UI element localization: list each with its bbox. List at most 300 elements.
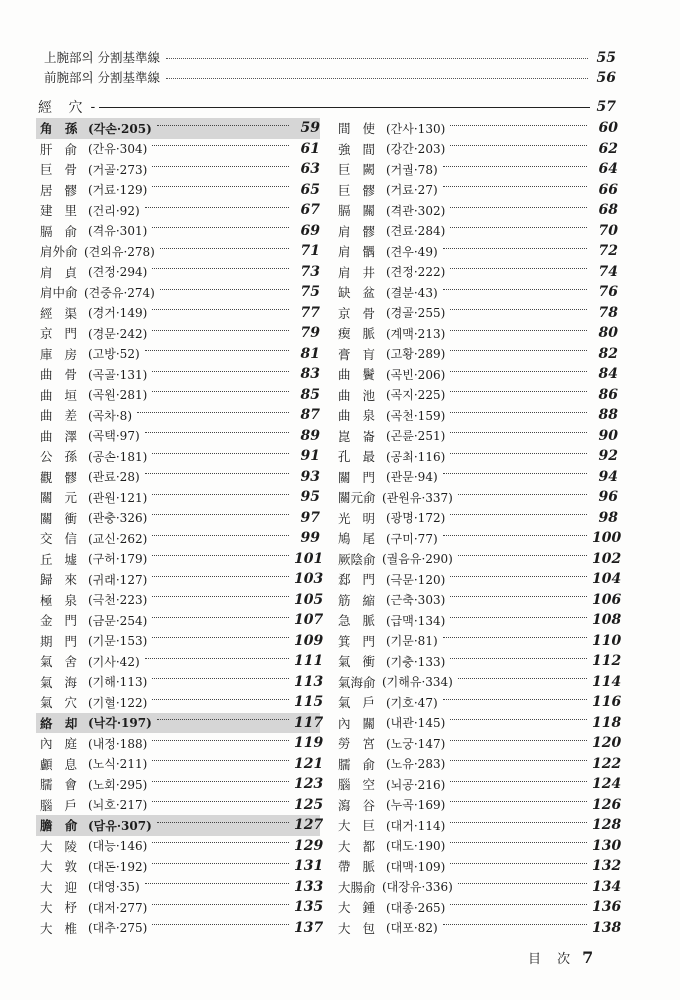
acupoint-reading: (간사·130) — [386, 121, 446, 136]
dot-leader — [450, 350, 587, 351]
dot-leader — [152, 453, 289, 454]
page-number: 55 — [596, 50, 616, 66]
acupoint-reading: (간유·304) — [88, 142, 148, 157]
toc-entry[interactable] — [334, 590, 622, 611]
page-number: 106 — [592, 591, 622, 608]
acupoint-name: 肩 髎 — [338, 223, 379, 239]
toc-entry[interactable] — [36, 221, 320, 242]
toc-line-text: 前腕部의 分割基準線 — [44, 70, 161, 85]
acupoint-name: 金 門 — [40, 613, 81, 629]
acupoint-name: 歸 來 — [40, 572, 81, 588]
toc-line-text: 上腕部의 分割基準線 — [44, 50, 161, 65]
toc-entry[interactable] — [36, 344, 320, 365]
acupoint-name: 郄 門 — [338, 572, 379, 588]
acupoint-name: 臑 會 — [40, 777, 81, 793]
dot-leader — [160, 289, 289, 290]
toc-entry[interactable] — [36, 918, 324, 939]
page-number: 137 — [294, 919, 324, 936]
dot-leader — [443, 535, 587, 536]
page-number: 102 — [592, 550, 622, 567]
page-number: 105 — [294, 591, 324, 608]
dot-leader — [152, 514, 289, 515]
acupoint-name: 大 杼 — [40, 900, 81, 916]
footer-label: 目 次 — [528, 952, 577, 967]
page-number: 104 — [592, 571, 622, 588]
dot-leader — [450, 781, 587, 782]
page-number: 121 — [294, 755, 324, 772]
toc-entry[interactable] — [334, 692, 622, 713]
page-number: 63 — [300, 161, 320, 178]
page-number: 122 — [592, 755, 622, 772]
dot-leader — [152, 760, 289, 761]
toc-line-upper-arm[interactable] — [44, 48, 616, 67]
dot-leader — [458, 883, 587, 884]
page-number: 88 — [598, 407, 618, 424]
acupoint-reading: (곡골·131) — [88, 367, 148, 382]
toc-entry[interactable] — [334, 323, 618, 344]
acupoint-name: 極 泉 — [40, 592, 81, 608]
toc-entry[interactable] — [334, 282, 618, 303]
acupoint-reading: (견중유·274) — [84, 285, 155, 300]
dot-leader — [450, 145, 587, 146]
toc-entry[interactable] — [334, 610, 622, 631]
dot-leader — [450, 822, 587, 823]
toc-entry[interactable] — [334, 262, 618, 283]
acupoint-reading: (각손·205) — [88, 121, 152, 136]
acupoint-name: 光 明 — [338, 510, 379, 526]
toc-entry[interactable] — [36, 426, 320, 447]
dot-leader — [450, 842, 587, 843]
dot-leader — [450, 658, 587, 659]
dot-leader — [152, 842, 289, 843]
page-number: 70 — [598, 222, 618, 239]
acupoint-reading: (대돈·192) — [88, 859, 148, 874]
dot-leader — [145, 658, 289, 659]
toc-entry[interactable] — [334, 241, 618, 262]
toc-entry[interactable] — [334, 918, 622, 939]
page-number: 133 — [294, 878, 324, 895]
page-number: 131 — [294, 858, 324, 875]
acupoint-name: 肩中俞 — [40, 285, 78, 301]
acupoint-name: 間 使 — [338, 121, 379, 137]
acupoint-name: 大 迎 — [40, 879, 81, 895]
dot-leader — [152, 576, 289, 577]
toc-entry[interactable] — [334, 385, 618, 406]
page-number: 68 — [598, 202, 618, 219]
page-number: 84 — [598, 366, 618, 383]
acupoint-reading: (기해유·334) — [382, 675, 453, 690]
page-number: 66 — [598, 181, 618, 198]
dot-leader — [152, 309, 289, 310]
toc-entry[interactable] — [36, 385, 320, 406]
toc-entry[interactable] — [334, 631, 622, 652]
toc-entry[interactable] — [334, 118, 618, 139]
dot-leader — [458, 555, 587, 556]
page-number: 94 — [598, 468, 618, 485]
acupoint-reading: (관원유·337) — [382, 490, 453, 505]
toc-entry[interactable] — [334, 139, 618, 160]
dot-leader — [152, 863, 289, 864]
acupoint-name: 巨 骨 — [40, 162, 81, 178]
toc-entry[interactable] — [36, 590, 324, 611]
acupoint-reading: (곡천·159) — [386, 408, 446, 423]
page-number: 98 — [598, 509, 618, 526]
page-number: 110 — [592, 632, 622, 649]
page-number: 89 — [300, 427, 320, 444]
toc-entry[interactable] — [36, 836, 324, 857]
dot-leader — [160, 248, 289, 249]
acupoint-name: 巨 髎 — [338, 182, 379, 198]
acupoint-name: 庫 房 — [40, 346, 81, 362]
dot-leader — [450, 412, 587, 413]
toc-entry[interactable] — [334, 405, 618, 426]
acupoint-name: 缺 盆 — [338, 285, 379, 301]
toc-entry[interactable] — [334, 569, 622, 590]
page-number: 79 — [300, 325, 320, 342]
acupoint-name: 肩 髃 — [338, 244, 379, 260]
dot-leader — [152, 391, 289, 392]
section-heading[interactable] — [38, 98, 616, 116]
toc-entry[interactable] — [334, 651, 622, 672]
dot-leader — [450, 330, 587, 331]
toc-entry[interactable] — [334, 221, 618, 242]
acupoint-reading: (경문·242) — [88, 326, 148, 341]
acupoint-reading: (고황·289) — [386, 347, 446, 362]
acupoint-reading: (내정·188) — [88, 736, 148, 751]
acupoint-reading: (견우·49) — [386, 244, 438, 259]
toc-entry[interactable] — [36, 139, 320, 160]
page-number: 134 — [592, 878, 622, 895]
acupoint-reading: (곤륜·251) — [386, 429, 446, 444]
acupoint-reading: (건리·92) — [88, 203, 140, 218]
acupoint-reading: (근축·303) — [386, 593, 446, 608]
toc-entry[interactable] — [36, 303, 320, 324]
acupoint-name: 京 門 — [40, 326, 81, 342]
toc-entry[interactable] — [36, 733, 324, 754]
dot-leader — [450, 801, 587, 802]
acupoint-name: 肩 井 — [338, 264, 379, 280]
acupoint-reading: (기혈·122) — [88, 695, 148, 710]
page-number: 95 — [300, 489, 320, 506]
acupoint-name: 崑 崙 — [338, 428, 379, 444]
acupoint-name: 箕 門 — [338, 633, 379, 649]
page-number: 83 — [300, 366, 320, 383]
acupoint-name: 膈 關 — [338, 203, 379, 219]
toc-entry[interactable] — [334, 877, 622, 898]
acupoint-name: 瘈 脈 — [338, 326, 379, 342]
toc-entry[interactable] — [334, 446, 618, 467]
page-number: 91 — [300, 448, 320, 465]
toc-entry[interactable] — [36, 692, 324, 713]
acupoint-name: 大 椎 — [40, 920, 81, 936]
dot-leader — [450, 863, 587, 864]
section-title: 經 穴 — [38, 100, 89, 116]
dot-leader — [450, 125, 587, 126]
toc-entry[interactable] — [36, 856, 324, 877]
acupoint-name: 氣 戶 — [338, 695, 379, 711]
dot-leader — [152, 166, 289, 167]
toc-entry[interactable] — [334, 200, 618, 221]
acupoint-reading: (곡차·8) — [88, 408, 132, 423]
toc-entry[interactable] — [334, 487, 618, 508]
page-number: 127 — [294, 817, 324, 834]
dot-leader — [152, 617, 289, 618]
dot-leader — [152, 781, 289, 782]
acupoint-reading: (뇌호·217) — [88, 798, 148, 813]
page-number: 72 — [598, 243, 618, 260]
dot-leader — [152, 637, 289, 638]
acupoint-reading: (견정·294) — [88, 265, 148, 280]
toc-entry[interactable] — [36, 118, 320, 139]
acupoint-reading: (기호·47) — [386, 695, 438, 710]
dot-leader — [450, 760, 587, 761]
page-number: 90 — [598, 427, 618, 444]
toc-entry[interactable] — [334, 815, 622, 836]
toc-entry[interactable] — [334, 180, 618, 201]
acupoint-reading: (격유·301) — [88, 224, 148, 239]
acupoint-name: 曲 差 — [40, 408, 81, 424]
acupoint-name: 丘 墟 — [40, 551, 81, 567]
toc-entry[interactable] — [36, 754, 324, 775]
toc-entry[interactable] — [36, 487, 320, 508]
acupoint-reading: (거료·27) — [386, 183, 438, 198]
acupoint-name: 強 間 — [338, 141, 379, 157]
acupoint-reading: (관료·28) — [88, 470, 140, 485]
acupoint-reading: (내관·145) — [386, 716, 446, 731]
page-number: 65 — [300, 181, 320, 198]
page-number: 116 — [592, 694, 622, 711]
toc-entry[interactable] — [36, 815, 324, 836]
acupoint-reading: (누곡·169) — [386, 798, 446, 813]
page-number: 71 — [300, 243, 320, 260]
page-number: 78 — [598, 304, 618, 321]
toc-entry[interactable] — [36, 795, 324, 816]
dot-leader — [157, 719, 289, 720]
page-number: 92 — [598, 448, 618, 465]
page-number: 107 — [294, 612, 324, 629]
acupoint-reading: (낙각·197) — [88, 716, 152, 731]
acupoint-reading: (공최·116) — [386, 449, 446, 464]
toc-line-forearm[interactable] — [44, 68, 616, 87]
acupoint-reading: (강간·203) — [386, 142, 446, 157]
page-number: 62 — [598, 140, 618, 157]
toc-entry[interactable] — [334, 856, 622, 877]
toc-entry[interactable] — [36, 774, 324, 795]
acupoint-name: 勞 宮 — [338, 736, 379, 752]
acupoint-name: 筋 縮 — [338, 592, 379, 608]
acupoint-name: 大 鍾 — [338, 900, 379, 916]
acupoint-name: 巨 闕 — [338, 162, 379, 178]
acupoint-name: 氣 海 — [40, 674, 81, 690]
toc-entry[interactable] — [334, 303, 618, 324]
toc-entry[interactable] — [36, 508, 320, 529]
page-number: 124 — [592, 776, 622, 793]
acupoint-reading: (구미·77) — [386, 531, 438, 546]
page-number: 76 — [598, 284, 618, 301]
toc-entry[interactable] — [36, 897, 324, 918]
acupoint-reading: (대도·190) — [386, 839, 446, 854]
page-number: 59 — [300, 120, 320, 137]
section-rule — [99, 107, 590, 108]
page-number: 138 — [592, 919, 622, 936]
page-number: 86 — [598, 386, 618, 403]
acupoint-name: 經 渠 — [40, 305, 81, 321]
toc-entry[interactable] — [334, 733, 622, 754]
acupoint-reading: (극문·120) — [386, 572, 446, 587]
dot-leader — [450, 432, 587, 433]
toc-entry[interactable] — [36, 631, 324, 652]
page-number: 100 — [592, 530, 622, 547]
toc-entry[interactable] — [36, 180, 320, 201]
dot-leader — [458, 678, 587, 679]
page-number: 73 — [300, 263, 320, 280]
acupoint-reading: (결분·43) — [386, 285, 438, 300]
page-number: 129 — [294, 837, 324, 854]
page-number: 132 — [592, 858, 622, 875]
toc-entry[interactable] — [334, 549, 622, 570]
acupoint-name: 交 信 — [40, 531, 81, 547]
toc-entry[interactable] — [36, 241, 320, 262]
toc-entry[interactable] — [36, 528, 320, 549]
toc-entry[interactable] — [334, 774, 622, 795]
dot-leader — [145, 473, 289, 474]
toc-entry[interactable] — [36, 713, 324, 734]
toc-entry[interactable] — [334, 795, 622, 816]
dot-leader — [145, 207, 289, 208]
acupoint-reading: (기충·133) — [386, 654, 446, 669]
toc-entry[interactable] — [334, 159, 618, 180]
toc-entry[interactable] — [36, 672, 324, 693]
toc-entry[interactable] — [334, 713, 622, 734]
acupoint-name: 絡 却 — [40, 715, 82, 731]
page-number: 115 — [294, 694, 324, 711]
acupoint-reading: (공손·181) — [88, 449, 148, 464]
toc-entry[interactable] — [334, 364, 618, 385]
toc-entry[interactable] — [334, 508, 618, 529]
acupoint-reading: (노회·295) — [88, 777, 148, 792]
page-number: 64 — [598, 161, 618, 178]
acupoint-name: 氣海俞 — [338, 674, 376, 690]
page-number: 118 — [592, 714, 622, 731]
page-number: 61 — [300, 140, 320, 157]
dot-leader — [450, 617, 587, 618]
acupoint-name: 臑 俞 — [338, 756, 379, 772]
page-number: 96 — [598, 489, 618, 506]
dot-leader — [450, 309, 587, 310]
page-number: 108 — [592, 612, 622, 629]
page-number: 135 — [294, 899, 324, 916]
acupoint-reading: (담유·307) — [88, 818, 152, 833]
toc-entry[interactable] — [334, 897, 622, 918]
toc-entry[interactable] — [334, 528, 622, 549]
acupoint-name: 膽 俞 — [40, 818, 82, 834]
toc-entry[interactable] — [36, 610, 324, 631]
toc-entry[interactable] — [36, 159, 320, 180]
acupoint-name: 關元俞 — [338, 490, 376, 506]
toc-entry[interactable] — [334, 754, 622, 775]
dot-leader — [166, 58, 588, 59]
page-footer — [528, 948, 593, 967]
dot-leader — [443, 166, 587, 167]
acupoint-reading: (견정·222) — [386, 265, 446, 280]
page-number: 113 — [294, 673, 324, 690]
acupoint-name: 內 庭 — [40, 736, 81, 752]
dot-leader — [450, 514, 587, 515]
page-number: 67 — [300, 202, 320, 219]
acupoint-name: 厥陰俞 — [338, 551, 376, 567]
acupoint-reading: (관문·94) — [386, 470, 438, 485]
dot-leader — [450, 904, 587, 905]
acupoint-reading: (관충·326) — [88, 511, 148, 526]
toc-entry[interactable] — [36, 569, 324, 590]
dot-leader — [152, 740, 289, 741]
acupoint-reading: (금문·254) — [88, 613, 148, 628]
page-number: 56 — [596, 70, 616, 86]
toc-entry[interactable] — [36, 467, 320, 488]
acupoint-reading: (거골·273) — [88, 162, 148, 177]
dot-leader — [152, 227, 289, 228]
toc-entry[interactable] — [36, 262, 320, 283]
dot-leader — [443, 186, 587, 187]
acupoint-name: 居 髎 — [40, 182, 81, 198]
page-number: 111 — [294, 653, 324, 670]
page-number: 87 — [300, 407, 320, 424]
toc-entry[interactable] — [36, 651, 324, 672]
acupoint-name: 氣 穴 — [40, 695, 81, 711]
acupoint-name: 關 元 — [40, 490, 81, 506]
acupoint-reading: (급맥·134) — [386, 613, 446, 628]
acupoint-reading: (대능·146) — [88, 839, 148, 854]
acupoint-reading: (극천·223) — [88, 593, 148, 608]
acupoint-reading: (궐음유·290) — [382, 552, 453, 567]
page-number: 97 — [300, 509, 320, 526]
toc-entry[interactable] — [334, 426, 618, 447]
toc-entry[interactable] — [334, 344, 618, 365]
acupoint-name: 曲 骨 — [40, 367, 81, 383]
toc-entry[interactable] — [36, 446, 320, 467]
toc-entry[interactable] — [36, 282, 320, 303]
page-number: 74 — [598, 263, 618, 280]
toc-entry[interactable] — [36, 323, 320, 344]
toc-entry[interactable] — [36, 364, 320, 385]
acupoint-name: 大 巨 — [338, 818, 379, 834]
section-dash: - — [90, 99, 96, 115]
acupoint-reading: (대맥·109) — [386, 859, 446, 874]
acupoint-name: 曲 鬢 — [338, 367, 379, 383]
acupoint-reading: (경거·149) — [88, 306, 148, 321]
acupoint-reading: (고방·52) — [88, 347, 140, 362]
page-number: 82 — [598, 345, 618, 362]
page-number: 119 — [294, 735, 324, 752]
toc-entry[interactable] — [334, 467, 618, 488]
toc-entry[interactable] — [36, 200, 320, 221]
dot-leader — [443, 473, 587, 474]
toc-entry[interactable] — [36, 549, 324, 570]
acupoint-reading: (귀래·127) — [88, 572, 148, 587]
toc-entry[interactable] — [334, 836, 622, 857]
toc-entry[interactable] — [334, 672, 622, 693]
toc-entry[interactable] — [36, 877, 324, 898]
dot-leader — [450, 719, 587, 720]
acupoint-reading: (격관·302) — [386, 203, 446, 218]
acupoint-name: 肝 俞 — [40, 141, 81, 157]
acupoint-reading: (기문·153) — [88, 634, 148, 649]
dot-leader — [137, 412, 289, 413]
toc-entry[interactable] — [36, 405, 320, 426]
acupoint-name: 建 里 — [40, 203, 81, 219]
acupoint-name: 觀 髎 — [40, 469, 81, 485]
acupoint-name: 肩外俞 — [40, 244, 78, 260]
